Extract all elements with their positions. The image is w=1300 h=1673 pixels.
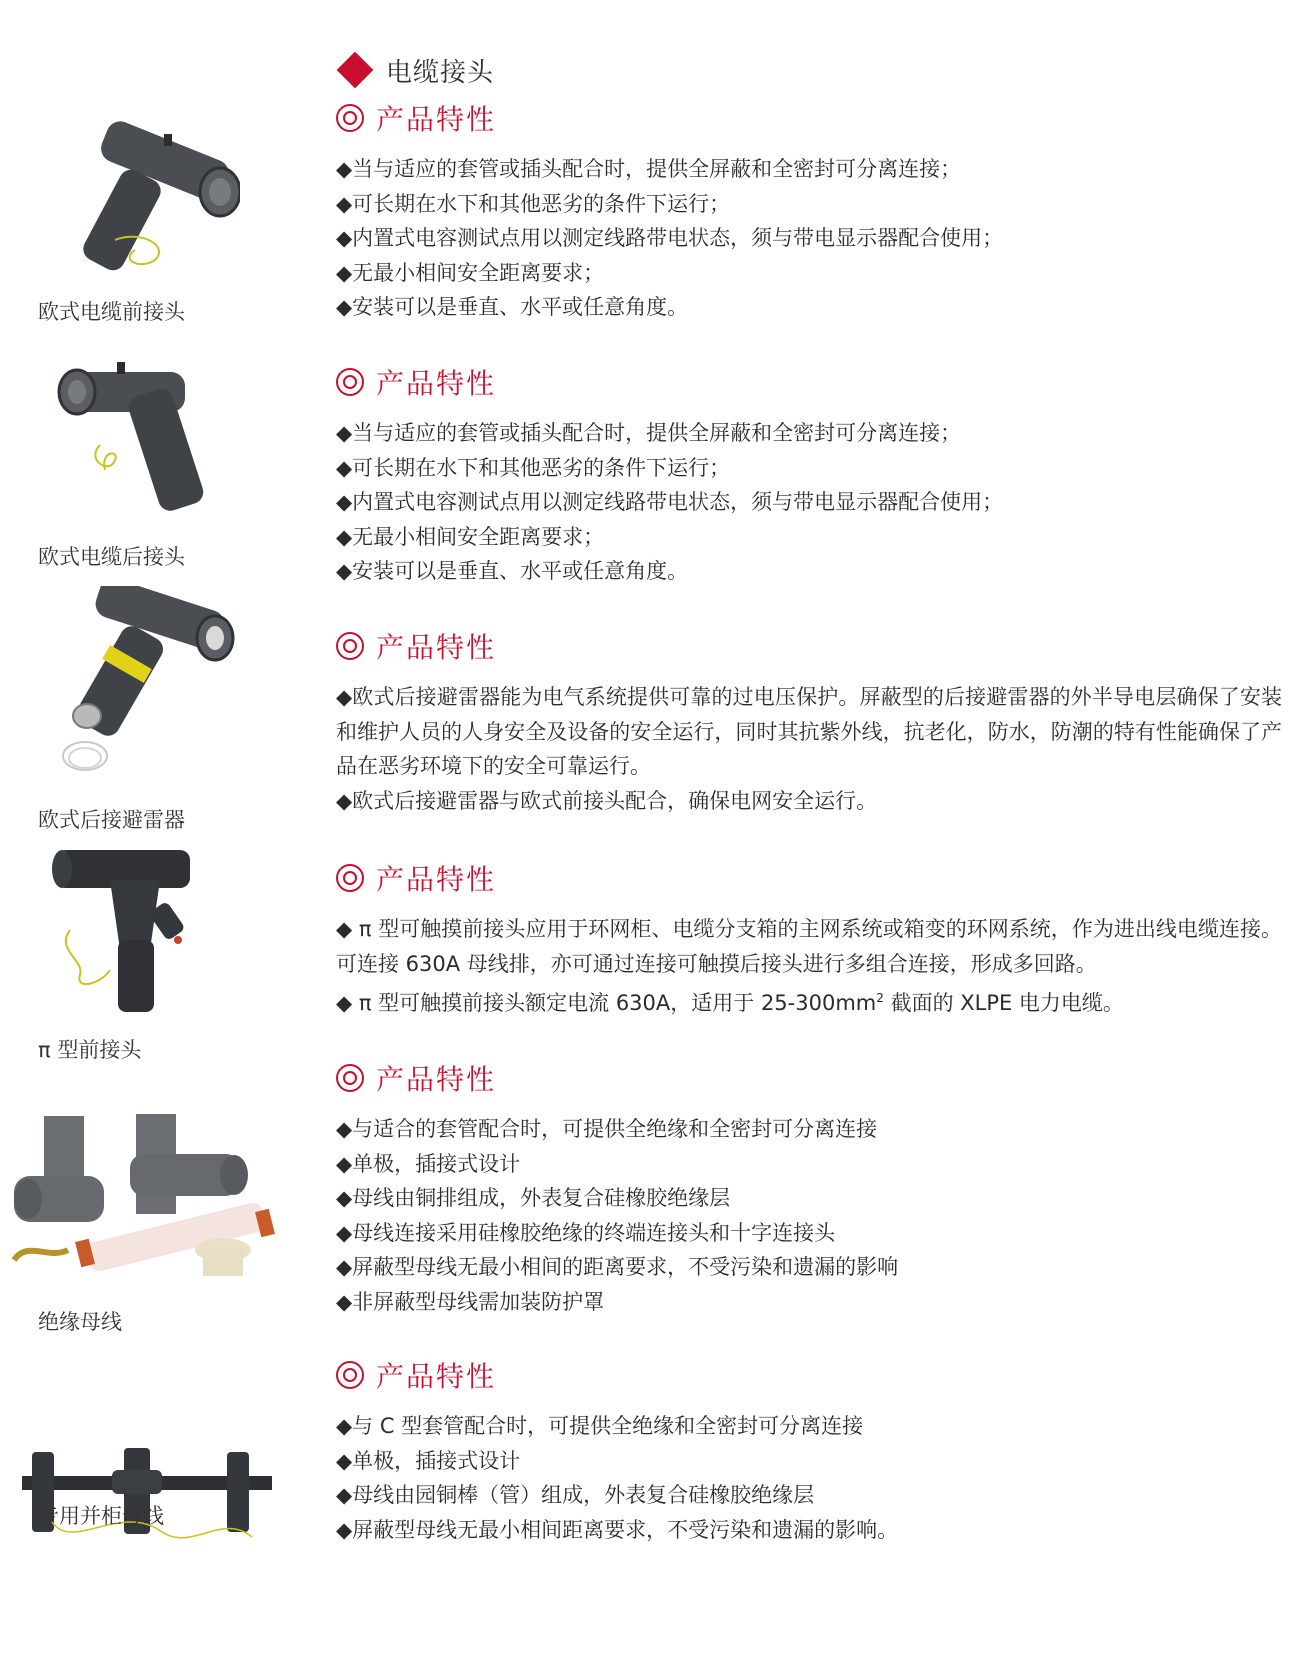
insulated-busbar-image (8, 1110, 278, 1290)
front-connector-image (60, 120, 240, 280)
double-circle-icon (336, 104, 364, 132)
parallel-busbar-image (12, 1442, 282, 1552)
product-caption: 专用并柜母线 (38, 1504, 164, 1528)
feature-block (336, 626, 1282, 818)
feature-line: ◆母线连接采用硅橡胶绝缘的终端连接头和十字连接头 (336, 1220, 836, 1245)
feature-line: ◆可长期在水下和其他恶劣的条件下运行； (336, 191, 731, 216)
feature-line: ◆ π 型可触摸前接头额定电流 630A，适用于 $25-300mm^2$ 截面的 XLPE 电力电缆。 (336, 991, 1124, 1015)
feature-heading: 产品特性 (336, 626, 1282, 666)
feature-line: ◆无最小相间安全距离要求； (336, 260, 605, 285)
feature-line: ◆内置式电容测试点用以测定线路带电状态，须与带电显示器配合使用； (336, 490, 1004, 514)
section-header (336, 48, 494, 92)
feature-block (336, 98, 1282, 325)
feature-heading: 产品特性 (336, 1058, 1282, 1098)
feature-block (336, 1355, 1282, 1547)
feature-line: ◆安装可以是垂直、水平或任意角度。 (336, 559, 689, 583)
feature-block (336, 362, 1282, 589)
product-caption: 欧式电缆前接头 (38, 300, 185, 324)
feature-line: ◆当与适应的套管或插头配合时，提供全屏蔽和全密封可分离连接； (336, 421, 962, 445)
feature-heading: 产品特性 (336, 858, 1282, 898)
feature-line: ◆母线由园铜棒（管）组成，外表复合硅橡胶绝缘层 (336, 1483, 815, 1507)
pi-connector-image (50, 840, 200, 1020)
feature-paragraph: ◆欧式后接避雷器与欧式前接头配合，确保电网安全运行。 (336, 788, 878, 813)
double-circle-icon (336, 864, 364, 892)
feature-line: ◆单极，插接式设计 (336, 1448, 521, 1473)
product-caption: 绝缘母线 (38, 1310, 122, 1334)
diamond-icon (337, 52, 374, 89)
double-circle-icon (336, 1361, 364, 1389)
feature-block (336, 858, 1282, 1021)
double-circle-icon (336, 1064, 364, 1092)
feature-line: ◆内置式电容测试点用以测定线路带电状态，须与带电显示器配合使用； (336, 226, 1004, 250)
feature-line: ◆屏蔽型母线无最小相间距离要求，不受污染和遗漏的影响。 (336, 1517, 899, 1542)
feature-line: ◆可长期在水下和其他恶劣的条件下运行； (336, 455, 731, 480)
product-caption: 欧式电缆后接头 (38, 545, 185, 569)
feature-heading: 产品特性 (336, 1355, 1282, 1395)
feature-line: ◆单极，插接式设计 (336, 1151, 521, 1176)
feature-paragraph: ◆欧式后接避雷器能为电气系统提供可靠的过电压保护。屏蔽型的后接避雷器的外半导电层确保了安装和维护人员的人身安全及设备的安全运行，同时其抗紫外线，抗老化，防水，防潮的特有性能确保了产品在恶劣环境下的安全可靠运行。 (336, 685, 1282, 778)
feature-line: ◆母线由铜排组成，外表复合硅橡胶绝缘层 (336, 1186, 731, 1210)
feature-paragraph: ◆ π 型可触摸前接头应用于环网柜、电缆分支箱的主网系统或箱变的环网系统，作为进出线电缆连接。可连接 630A 母线排，亦可通过连接可触摸后接头进行多组合连接，形成多回路。 (336, 917, 1282, 976)
feature-line: ◆无最小相间安全距离要求； (336, 524, 605, 549)
double-circle-icon (336, 368, 364, 396)
double-circle-icon (336, 632, 364, 660)
section-title: 电缆接头 (386, 57, 495, 88)
feature-line: ◆非屏蔽型母线需加装防护罩 (336, 1289, 605, 1314)
arrester-image (55, 586, 235, 786)
feature-line: ◆当与适应的套管或插头配合时，提供全屏蔽和全密封可分离连接； (336, 157, 962, 181)
feature-line: ◆与 C 型套管配合时，可提供全绝缘和全密封可分离连接 (336, 1414, 864, 1438)
product-caption: 欧式后接避雷器 (38, 808, 185, 832)
feature-block (336, 1058, 1282, 1319)
feature-line: ◆屏蔽型母线无最小相间的距离要求，不受污染和遗漏的影响 (336, 1255, 899, 1279)
feature-line: ◆与适合的套管配合时，可提供全绝缘和全密封可分离连接 (336, 1117, 878, 1141)
feature-line: ◆安装可以是垂直、水平或任意角度。 (336, 295, 689, 319)
feature-heading: 产品特性 (336, 362, 1282, 402)
product-caption: π 型前接头 (38, 1038, 142, 1062)
feature-heading: 产品特性 (336, 98, 1282, 138)
rear-connector-image (55, 350, 235, 530)
